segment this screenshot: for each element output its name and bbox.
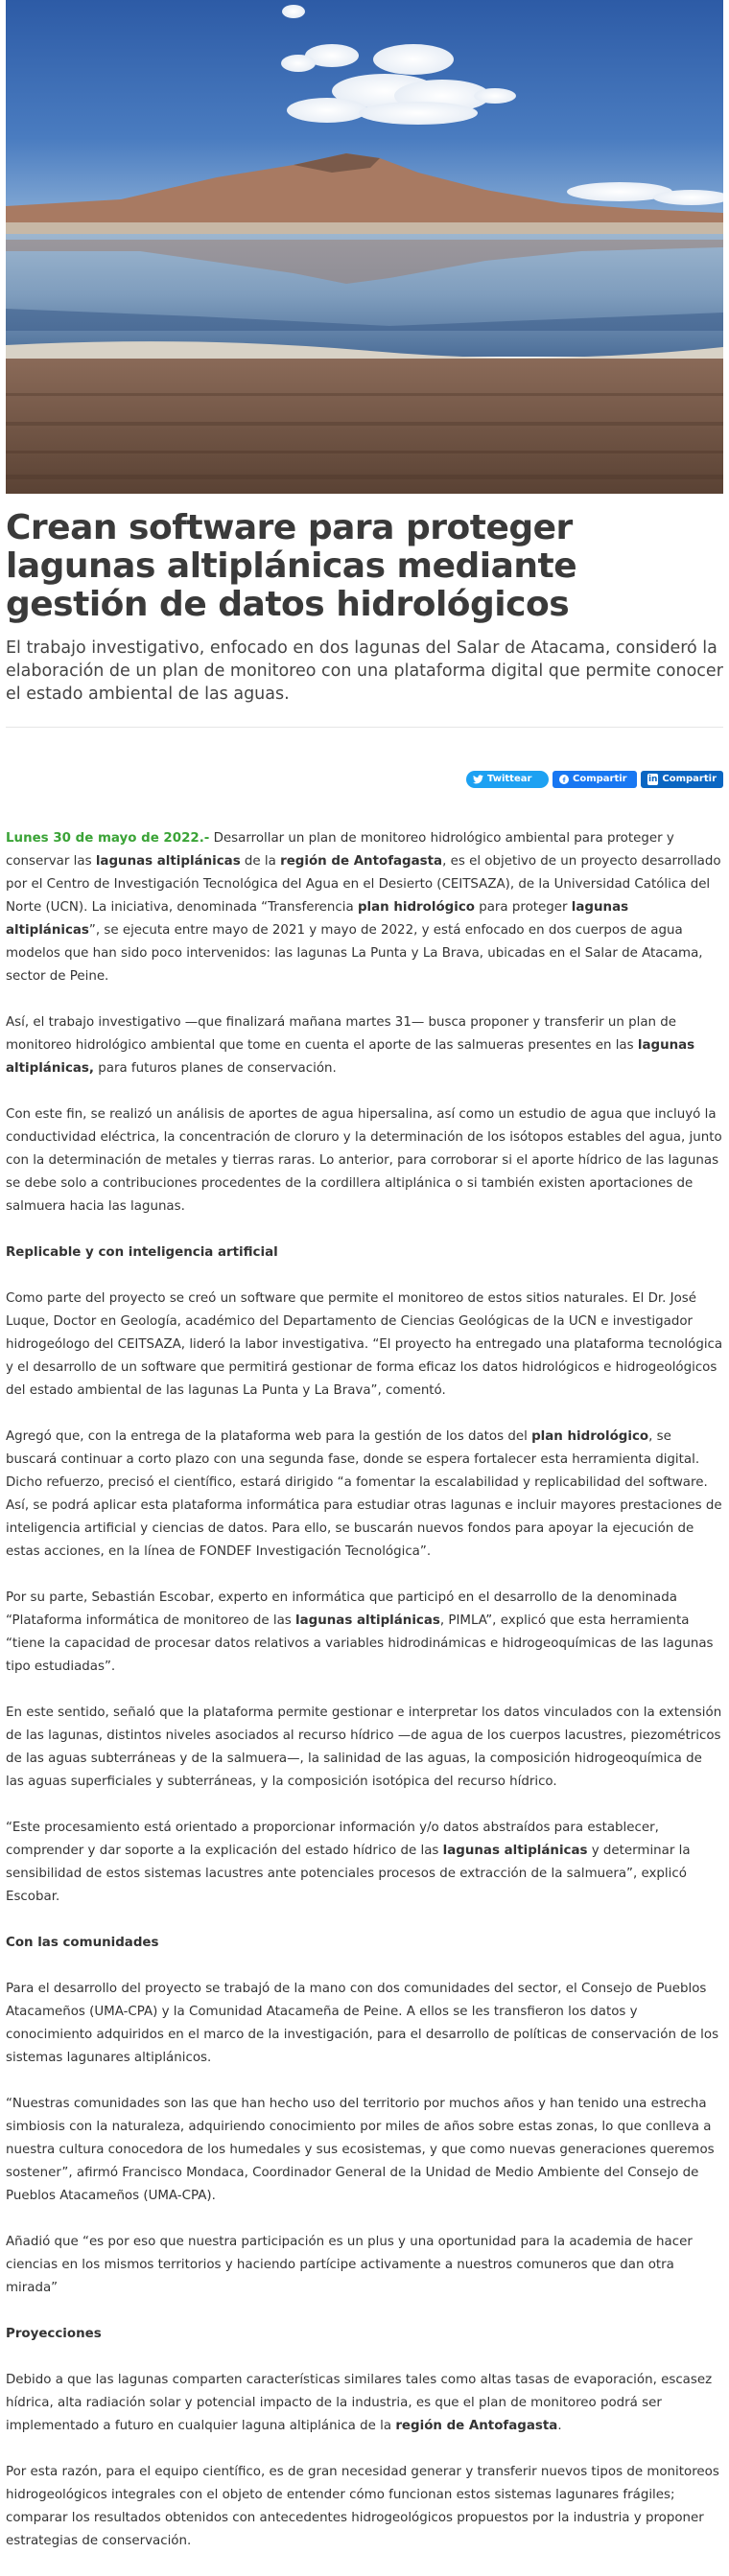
paragraph: Por esta razón, para el equipo científico, es de gran necesidad generar y transferir nuevos tipos de monitoreos hidrogeológicos integrales con el objeto de entender cómo funcionan estos sistemas lagunares frágiles; comparar los resultados obtenidos con antecedentes hidrogeológicos propuestos por la industria y proponer estrategias de conservación. bbox=[6, 2465, 719, 2548]
article-subtitle: El trabajo investigativo, enfocado en dos lagunas del Salar de Atacama, consideró la elaboración de un plan de monitoreo con una plataforma digital que permite conocer el estado ambiental de las aguas. bbox=[6, 638, 723, 704]
linkedin-share-button[interactable] bbox=[641, 771, 723, 788]
keyword: plan hidrológico bbox=[357, 900, 475, 915]
paragraph: Lunes 30 de mayo de 2022.- Desarrollar un plan de monitoreo hidrológico ambiental para proteger y conservar las lagunas altiplánicas de la región de Antofagasta, es el objetivo de un proyecto desarrollado por el Centro de Investigación Tecnológica del Agua en el Desierto (CEITSAZA), de la Universidad Católica del Norte (UCN). La iniciativa, denominada “Transferencia plan hidrológico para proteger lagunas altiplánicas”, se ejecuta entre mayo de 2021 y mayo de 2022, y está enfocado en dos cuerpos de agua modelos que han sido poco intervenidos: las lagunas La Punta y La Brava, ubicadas en el Salar de Atacama, sector de Peine. bbox=[6, 831, 721, 984]
paragraph: Añadió que “es por eso que nuestra participación es un plus y una oportunidad para la academia de hacer ciencias en los mismos territorios y haciendo partícipe activamente a nuestros comuneros que dan otra mirada” bbox=[6, 2235, 693, 2295]
paragraph: “Este procesamiento está orientado a proporcionar información y/o datos abstraídos para establecer, comprender y dar soporte a la explicación del estado hídrico de las lagunas altiplánicas y determinar la sensibilidad de estos sistemas lacustres ante potenciales procesos de extracción de la salmuera”, explicó Escobar. bbox=[6, 1821, 691, 1904]
keyword: lagunas altiplánicas bbox=[442, 1844, 588, 1858]
twitter-bird-icon bbox=[473, 775, 483, 784]
keyword: lagunas altiplánicas bbox=[295, 1613, 440, 1628]
keyword: lagunas altiplánicas, bbox=[6, 1038, 695, 1076]
section-heading: Con las comunidades bbox=[6, 1936, 159, 1950]
paragraph: Como parte del proyecto se creó un software que permite el monitoreo de estos sitios naturales. El Dr. José Luque, Doctor en Geología, académico del Departamento de Ciencias Geológicas de la UCN e investigador hidrogeólogo del CEITSAZA, lideró la labor investigativa. “El proyecto ha entregado una plataforma tecnológica y el desarrollo de un software que permitirá gestionar de forma eficaz los datos hidrológicos e hidrogeológicos del estado ambiental de las lagunas La Punta y La Brava”, comentó. bbox=[6, 1291, 723, 1398]
altiplano-lagoon-photo bbox=[6, 0, 723, 494]
facebook-share-label: Compartir bbox=[573, 774, 627, 784]
paragraph: Por su parte, Sebastián Escobar, experto en informática que participó en el desarrollo de la denominada “Plataforma informática de monitoreo de las lagunas altiplánicas, PIMLA”, explicó que esta herramienta “tiene la capacidad de procesar datos relativos a variables hidrodinámicas e hidrogeoquímicas de las lagunas tipo estudiadas”. bbox=[6, 1590, 714, 1674]
keyword: lagunas altiplánicas bbox=[95, 854, 241, 869]
keyword: región de Antofagasta bbox=[280, 854, 443, 869]
divider bbox=[6, 727, 723, 728]
article-title: Crean software para proteger lagunas altiplánicas mediante gestión de datos hidrológicos bbox=[6, 508, 577, 624]
hero-image bbox=[6, 0, 723, 494]
paragraph: Con este fin, se realizó un análisis de aportes de agua hipersalina, así como un estudio de agua que incluyó la conductividad eléctrica, la concentración de cloruro y la determinación de los isótopos estables del agua, junto con la determinación de metales y tierras raras. Lo anterior, para corroborar si el aporte hídrico de las lagunas se debe solo a contribuciones procedentes de la cordillera altiplánica o si también existen aportaciones de salmuera hacia las lagunas. bbox=[6, 1107, 722, 1214]
facebook-share-button[interactable] bbox=[553, 771, 637, 788]
keyword: lagunas altiplánicas bbox=[6, 900, 629, 938]
twitter-share-label: Twittear bbox=[487, 774, 532, 784]
article-date: Lunes 30 de mayo de 2022.- bbox=[6, 831, 210, 846]
paragraph: Debido a que las lagunas comparten características similares tales como altas tasas de evaporación, escasez hídrica, alta radiación solar y potencial impacto de la industria, es que el plan de monitoreo podrá ser implementado a futuro en cualquier laguna altiplánica de la región de Antofagasta. bbox=[6, 2373, 713, 2433]
twitter-share-button[interactable] bbox=[466, 771, 549, 788]
paragraph: Para el desarrollo del proyecto se trabajó de la mano con dos comunidades del sector, el Consejo de Pueblos Atacameños (UMA-CPA) y la Comunidad Atacameña de Peine. A ellos se les transfieron los datos y conocimiento adquiridos en el marco de la investigación, para el desarrollo de políticas de conservación de los sistemas lagunares altiplánicos. bbox=[6, 1982, 719, 2065]
section-heading: Replicable y con inteligencia artificial bbox=[6, 1245, 278, 1260]
paragraph: Así, el trabajo investigativo —que finalizará mañana martes 31— busca proponer y transferir un plan de monitoreo hidrológico ambiental que tome en cuenta el aporte de las salmueras presentes en las lagunas altiplánicas, para futuros planes de conservación. bbox=[6, 1015, 695, 1076]
paragraph: “Nuestras comunidades son las que han hecho uso del territorio por muchos años y han tenido una estrecha simbiosis con la naturaleza, adquiriendo conocimiento por miles de años sobre estas zonas, lo que conlleva a nuestra cultura conocedora de los humedales y sus ecosistemas, y que como nuevas generaciones queremos sostener”, afirmó Francisco Mondaca, Coordinador General de la Unidad de Medio Ambiente del Consejo de Pueblos Atacameños (UMA-CPA). bbox=[6, 2097, 715, 2203]
linkedin-share-label: Compartir bbox=[662, 774, 717, 784]
keyword: plan hidrológico bbox=[531, 1429, 649, 1444]
linkedin-icon: in bbox=[647, 775, 658, 784]
keyword: región de Antofagasta bbox=[395, 2419, 558, 2433]
facebook-icon bbox=[559, 775, 569, 784]
paragraph: En este sentido, señaló que la plataforma permite gestionar e interpretar los datos vinculados con la extensión de las lagunas, distintos niveles asociados al recurso hídrico —de agua de los cuerpos lacustres, piezométricos de las aguas subterráneas y de la salmuera—, la salinidad de las aguas, la composición hidrogeoquímica de las aguas superficiales y subterráneas, y la composición isotópica del recurso hídrico. bbox=[6, 1706, 722, 1789]
section-heading: Proyecciones bbox=[6, 2327, 102, 2341]
article-body bbox=[6, 827, 723, 2576]
paragraph: Agregó que, con la entrega de la plataforma web para la gestión de los datos del plan hidrológico, se buscará continuar a corto plazo con una segunda fase, donde se espera fortalecer esta herramienta digital. Dicho refuerzo, precisó el científico, estará dirigido “a fomentar la escalabilidad y replicabilidad del software. Así, se podrá aplicar esta plataforma informática para estudiar otras lagunas e incluir mayores prestaciones de inteligencia artificial y ciencias de datos. Para ello, se buscarán nuevos fondos para apoyar la ejecución de estas acciones, en la línea de FONDEF Investigación Tecnológica”. bbox=[6, 1429, 722, 1559]
